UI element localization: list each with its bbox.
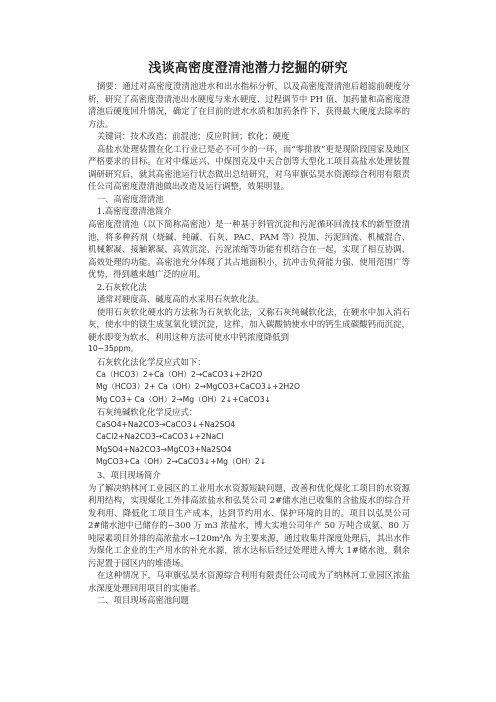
paragraph: 为了解决纳林河工业园区的工业用水水资源短缺问题，改善和优化煤化工项目的水资源利用结构，实现煤化工外排高浓盐水和弘昊公司 2#储水池已收集的含盐废水的综合开发利用、降低化工项目生产成本，达到节约用水、保护环境的目的。项目以弘昊公司 2#储水池中已储存的~300 万 m3 浓盐水，博大实地公司年产 50 万吨合成氨、80 万吨尿素项目外排的高浓盐水~120m³/h 为主要来源，通过收集并深度处理后，其出水作为煤化工企业的生产用水的补充水源，浓水达标后经过处理进入博大 1#储水池，剩余污泥置于园区内的堆渣场。 bbox=[88, 482, 410, 568]
paragraph: 关键词：技术改造；前混池；反应时间；软化；硬度 bbox=[96, 131, 290, 142]
paragraph: 石灰纯碱软化化学反应式： bbox=[96, 407, 198, 418]
paragraph: 二、项目现场高密池问题 bbox=[96, 595, 189, 606]
paragraph: Mg（HCO3）2+ Ca（OH）2→MgCO3+CaCO3↓+2H2O bbox=[95, 382, 300, 392]
paragraph: 10~35ppm。 bbox=[88, 344, 139, 354]
paragraph: 高密度澄清池（以下简称高密池）是一种基于斜管沉淀和污泥循环回流技术的新型澄清池，将多种药剂（烧碱、纯碱、石灰、PAC、PAM 等）投加、污泥回流、机械混合、机械絮凝、接触絮凝、高效沉淀、污泥浓缩等功能有机结合在一起，实现了相互协调、高效处理的功能。高密池充分体现了其占地面积小，抗冲击负荷能力强、使用范围广等优势，得到越来越广泛的应用。 bbox=[88, 219, 410, 280]
paragraph: 高盐水处理装置在化工行业已是必不可少的一环，而“零排放”更是现阶段国家及地区严格要求的目标。在对中煤远兴、中煤图克及中天合创等大型化工项目高盐水处理装置调研研究后，就其高密池运行状态做出总结研究，对乌审旗弘昊水资源综合利用有限责任公司高密度澄清池做出改造及运行调整，效果明显。 bbox=[88, 143, 410, 192]
paragraph: Mg CO3+ Ca（OH）2→Mg（OH）2↓+CaCO3↓ bbox=[95, 394, 271, 404]
document-title: 浅谈高密度澄清池潜力挖掘的研究 bbox=[148, 61, 348, 76]
paragraph: 3、项目现场简介 bbox=[96, 469, 161, 480]
paragraph: CaCl2+Na2CO3→CaCO3↓+2NaCl bbox=[95, 432, 224, 442]
paragraph: Ca（HCO3）2+Ca（OH）2→CaCO3↓+2H2O bbox=[95, 369, 263, 379]
paragraph: MgSO4+Na2CO3→MgCO3+Na2SO4 bbox=[95, 444, 232, 454]
paragraph: 1.高密度澄清池简介 bbox=[96, 206, 172, 217]
paragraph: 在这种情况下，乌审旗弘昊水资源综合利用有限责任公司成为了纳林河工业园区浓盐水深度处理回用项目的实施者。 bbox=[88, 570, 410, 593]
paragraph: 石灰软化法化学反应式如下： bbox=[96, 357, 206, 368]
paragraph: 通常对硬度高、碱度高的水采用石灰软化法。 bbox=[96, 294, 265, 305]
paragraph: 使用石灰软化硬水的方法称为石灰软化法，又称石灰纯碱软化法，在硬水中加入消石灰，使水中的镁生成氢氧化镁沉淀，这样，加入碳酸钠使水中的钙生成碳酸钙而沉淀，硬水即变为软水，利用这种方法可使水中钙浓度降低到 bbox=[88, 306, 410, 342]
paragraph: MgCO3+Ca（OH）2→CaCO3↓+Mg（OH）2↓ bbox=[95, 457, 267, 467]
paragraph: 摘要：通过对高密度澄清池进水和出水指标分析，以及高密度澄清池后超滤前硬度分析，研究了高密度澄清池出水硬度与来水硬度、过程调节中 PH 值、加药量和高密度澄清池后硬度回升情况，确定了在目前的进水水质和加药条件下，获得最大硬度去除率的方法。 bbox=[88, 81, 410, 129]
document-body bbox=[88, 80, 410, 607]
paragraph: CaSO4+Na2CO3→CaCO3↓+Na2SO4 bbox=[95, 419, 236, 429]
paragraph: 2.石灰软化法 bbox=[96, 281, 147, 292]
paragraph: 一、高密度澄清池 bbox=[96, 193, 164, 204]
